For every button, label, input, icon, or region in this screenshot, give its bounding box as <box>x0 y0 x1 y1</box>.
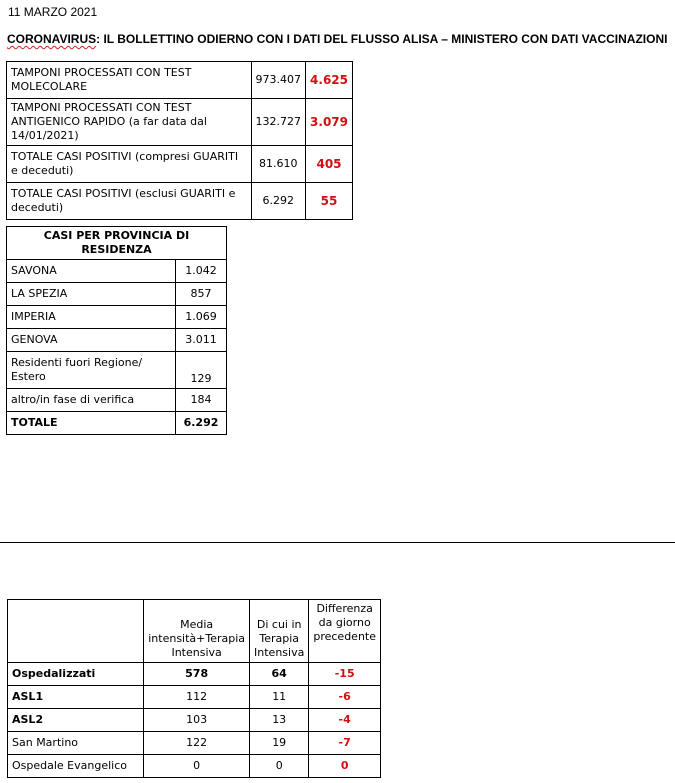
province-value: 1.042 <box>176 260 227 283</box>
tests-total: 6.292 <box>251 183 306 220</box>
table-row <box>7 306 227 329</box>
tests-delta: 4.625 <box>306 62 353 99</box>
province-value: 184 <box>176 389 227 412</box>
hospital-diff: -15 <box>309 663 381 686</box>
hospital-ti: 19 <box>250 732 309 755</box>
provinces-total-label: TOTALE <box>7 412 176 435</box>
province-value: 857 <box>176 283 227 306</box>
hospitals-header-diff: Differenza da giorno precedente <box>309 600 381 663</box>
table-row <box>7 329 227 352</box>
headline <box>7 32 667 46</box>
tests-delta: 3.079 <box>306 99 353 146</box>
table-row <box>7 389 227 412</box>
table-row <box>7 260 227 283</box>
table-row <box>7 62 353 99</box>
hospitals-header-media: Media intensità+Terapia Intensiva <box>144 600 250 663</box>
tests-delta: 55 <box>306 183 353 220</box>
province-name: IMPERIA <box>7 306 176 329</box>
hospitals-header-empty <box>8 600 144 663</box>
hospital-name: Ospedalizzati <box>8 663 144 686</box>
hospital-media: 0 <box>144 755 250 778</box>
tests-label: TAMPONI PROCESSATI CON TEST MOLECOLARE <box>7 62 252 99</box>
document-date: 11 MARZO 2021 <box>8 5 98 19</box>
table-row <box>7 146 353 183</box>
table-row <box>8 732 381 755</box>
tests-total: 132.727 <box>251 99 306 146</box>
table-row <box>8 755 381 778</box>
province-name: altro/in fase di verifica <box>7 389 176 412</box>
tests-label: TOTALE CASI POSITIVI (esclusi GUARITI e deceduti) <box>7 183 252 220</box>
tests-total: 973.407 <box>251 62 306 99</box>
hospital-ti: 11 <box>250 686 309 709</box>
province-value: 3.011 <box>176 329 227 352</box>
hospital-name: ASL2 <box>8 709 144 732</box>
table-row <box>8 663 381 686</box>
hospitals-table <box>7 599 381 778</box>
table-row <box>7 99 353 146</box>
table-total-row <box>7 412 227 435</box>
provinces-table <box>6 226 227 435</box>
province-value: 129 <box>176 352 227 389</box>
section-divider <box>0 542 675 543</box>
hospital-diff: 0 <box>309 755 381 778</box>
hospital-ti: 13 <box>250 709 309 732</box>
table-row <box>8 686 381 709</box>
table-row <box>8 709 381 732</box>
hospital-media: 103 <box>144 709 250 732</box>
hospital-diff: -7 <box>309 732 381 755</box>
province-value: 1.069 <box>176 306 227 329</box>
provinces-total-value: 6.292 <box>176 412 227 435</box>
hospitals-header-ti: Di cui in Terapia Intensiva <box>250 600 309 663</box>
tests-table <box>6 61 353 220</box>
hospital-name: ASL1 <box>8 686 144 709</box>
hospital-diff: -6 <box>309 686 381 709</box>
tests-label: TOTALE CASI POSITIVI (compresi GUARITI e deceduti) <box>7 146 252 183</box>
hospital-media: 578 <box>144 663 250 686</box>
tests-delta: 405 <box>306 146 353 183</box>
hospital-diff: -4 <box>309 709 381 732</box>
province-name: SAVONA <box>7 260 176 283</box>
table-header-row <box>8 600 381 663</box>
headline-text: : IL BOLLETTINO ODIERNO CON I DATI DEL FLUSSO ALISA – MINISTERO CON DATI VACCINAZIONI <box>96 32 668 46</box>
province-name: Residenti fuori Regione/ Estero <box>7 352 176 389</box>
table-row <box>7 283 227 306</box>
province-name: GENOVA <box>7 329 176 352</box>
table-row <box>7 183 353 220</box>
hospital-name: San Martino <box>8 732 144 755</box>
table-row <box>7 352 227 389</box>
headline-keyword: CORONAVIRUS <box>7 32 97 46</box>
hospital-media: 122 <box>144 732 250 755</box>
hospital-name: Ospedale Evangelico <box>8 755 144 778</box>
province-name: LA SPEZIA <box>7 283 176 306</box>
tests-label: TAMPONI PROCESSATI CON TEST ANTIGENICO RAPIDO (a far data dal 14/01/2021) <box>7 99 252 146</box>
hospital-media: 112 <box>144 686 250 709</box>
hospital-ti: 64 <box>250 663 309 686</box>
tests-total: 81.610 <box>251 146 306 183</box>
hospital-ti: 0 <box>250 755 309 778</box>
provinces-header: CASI PER PROVINCIA DI RESIDENZA <box>7 227 227 260</box>
table-header-row <box>7 227 227 260</box>
